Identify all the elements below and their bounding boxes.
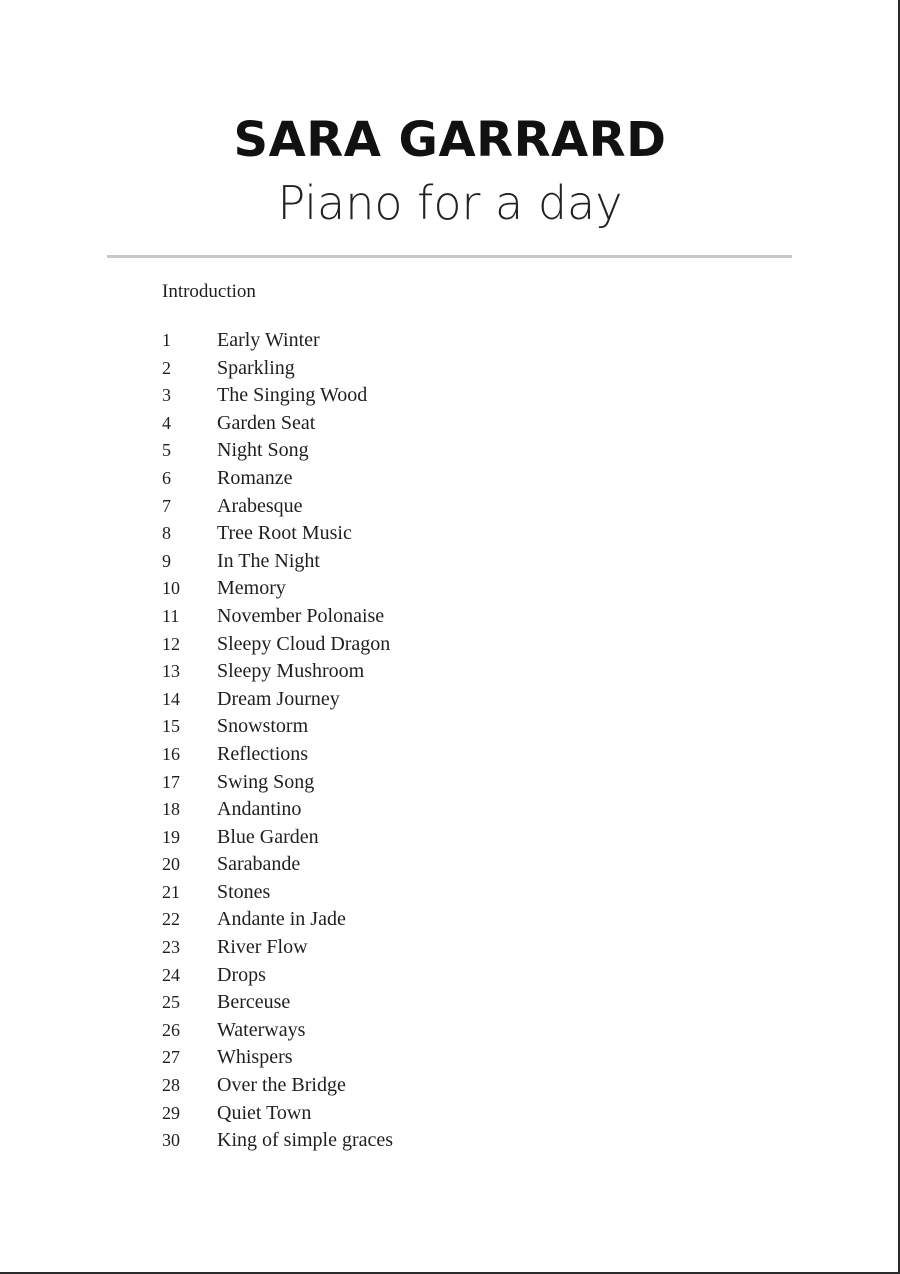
toc-entry-number: 19 xyxy=(162,826,180,847)
toc-entry xyxy=(162,355,393,383)
toc-entry-title: In The Night xyxy=(217,549,320,572)
toc-entry-title: Waterways xyxy=(217,1018,306,1041)
toc-entry-title: Tree Root Music xyxy=(217,522,352,545)
toc-entry-number: 21 xyxy=(162,881,180,902)
toc-entry xyxy=(162,548,393,576)
toc-entry-number: 4 xyxy=(162,412,171,433)
toc-entry-title: Whispers xyxy=(217,1046,293,1069)
toc-entry-title: Arabesque xyxy=(217,494,303,517)
toc-entry-number: 23 xyxy=(162,937,180,958)
toc-entry-number: 15 xyxy=(162,716,180,737)
toc-entry-title: Snowstorm xyxy=(217,715,309,738)
toc-entry-number: 2 xyxy=(162,357,171,378)
toc-entry-number: 29 xyxy=(162,1102,180,1123)
toc-entry-title: Sleepy Cloud Dragon xyxy=(217,632,391,655)
toc-entry xyxy=(162,741,393,769)
toc-entry-number: 1 xyxy=(162,330,171,350)
toc-entry-number: 11 xyxy=(162,605,180,626)
toc-entry-number: 22 xyxy=(162,909,180,930)
toc-entry xyxy=(162,686,393,714)
toc-entry-number: 13 xyxy=(162,661,180,682)
toc-entry xyxy=(162,1127,393,1155)
contents-introduction: Introduction xyxy=(162,281,256,302)
toc-entry xyxy=(162,934,393,962)
toc-entry xyxy=(162,1017,393,1045)
toc-entry-number: 16 xyxy=(162,743,180,764)
toc-entry-title: Andantino xyxy=(217,798,302,821)
toc-entry xyxy=(162,465,393,493)
toc-entry-title: Reflections xyxy=(217,742,309,765)
toc-entry xyxy=(162,713,393,741)
toc-entry-number: 8 xyxy=(162,523,171,544)
toc-entry xyxy=(162,382,393,410)
toc-entry xyxy=(162,658,393,686)
composer-name: SARA GARRARD xyxy=(233,112,667,168)
toc-entry xyxy=(162,769,393,797)
toc-entry-title: Night Song xyxy=(217,439,309,462)
toc-entry xyxy=(162,851,393,879)
toc-entry-number: 14 xyxy=(162,688,180,709)
toc-entry xyxy=(162,796,393,824)
toc-entry xyxy=(162,437,393,465)
title-divider xyxy=(107,255,792,258)
toc-entry-number: 18 xyxy=(162,799,180,820)
toc-entry-title: Early Winter xyxy=(217,329,320,351)
toc-entry-number: 24 xyxy=(162,964,180,985)
toc-entry xyxy=(162,575,393,603)
toc-entry xyxy=(162,603,393,631)
toc-entry-title: Sarabande xyxy=(217,853,301,876)
toc-entry-title: Sleepy Mushroom xyxy=(217,660,365,683)
toc-entry-number: 10 xyxy=(162,578,180,599)
toc-entry-title: Stones xyxy=(217,880,271,903)
toc-entry-title: Berceuse xyxy=(217,991,291,1014)
toc-entry-title: Sparkling xyxy=(217,356,295,379)
toc-entry-number: 7 xyxy=(162,495,171,516)
toc-entry-number: 27 xyxy=(162,1047,180,1068)
toc-entry xyxy=(162,520,393,548)
book-title: Piano for a day xyxy=(277,176,623,230)
toc-entry-title: Memory xyxy=(217,577,286,600)
toc-entry-number: 20 xyxy=(162,854,180,875)
toc-entry xyxy=(162,631,393,659)
toc-entry-title: Romanze xyxy=(217,466,293,489)
toc-entry-number: 30 xyxy=(162,1130,180,1151)
toc-entry-title: Swing Song xyxy=(217,770,315,793)
toc-entry xyxy=(162,879,393,907)
toc-entry xyxy=(162,962,393,990)
toc-entry-number: 9 xyxy=(162,550,171,571)
toc-entry-number: 3 xyxy=(162,385,171,406)
toc-entry xyxy=(162,1072,393,1100)
toc-entry-number: 26 xyxy=(162,1019,180,1040)
toc-entry-title: Drops xyxy=(217,963,266,986)
toc-entry-title: Over the Bridge xyxy=(217,1074,346,1097)
toc-entry-number: 5 xyxy=(162,440,171,461)
toc-entry-title: Blue Garden xyxy=(217,825,319,848)
toc-entry-title: Dream Journey xyxy=(217,687,340,710)
toc-entry xyxy=(162,410,393,438)
table-of-contents xyxy=(162,327,393,1155)
toc-entry-title: River Flow xyxy=(217,936,308,959)
toc-entry-number: 6 xyxy=(162,467,171,488)
toc-entry-title: Quiet Town xyxy=(217,1101,312,1124)
toc-entry xyxy=(162,493,393,521)
toc-entry xyxy=(162,906,393,934)
toc-entry-title: King of simple graces xyxy=(217,1129,394,1152)
toc-entry-number: 25 xyxy=(162,992,180,1013)
toc-entry xyxy=(162,1044,393,1072)
toc-entry-title: Garden Seat xyxy=(217,411,316,434)
toc-entry xyxy=(162,1100,393,1128)
toc-entry-title: The Singing Wood xyxy=(217,384,368,407)
toc-entry-title: Andante in Jade xyxy=(217,908,346,931)
toc-entry xyxy=(162,989,393,1017)
toc-entry-number: 12 xyxy=(162,633,180,654)
toc-entry-number: 17 xyxy=(162,771,180,792)
toc-entry-number: 28 xyxy=(162,1075,180,1096)
toc-entry-title: November Polonaise xyxy=(217,604,385,627)
toc-entry xyxy=(162,824,393,852)
toc-entry xyxy=(162,327,393,355)
